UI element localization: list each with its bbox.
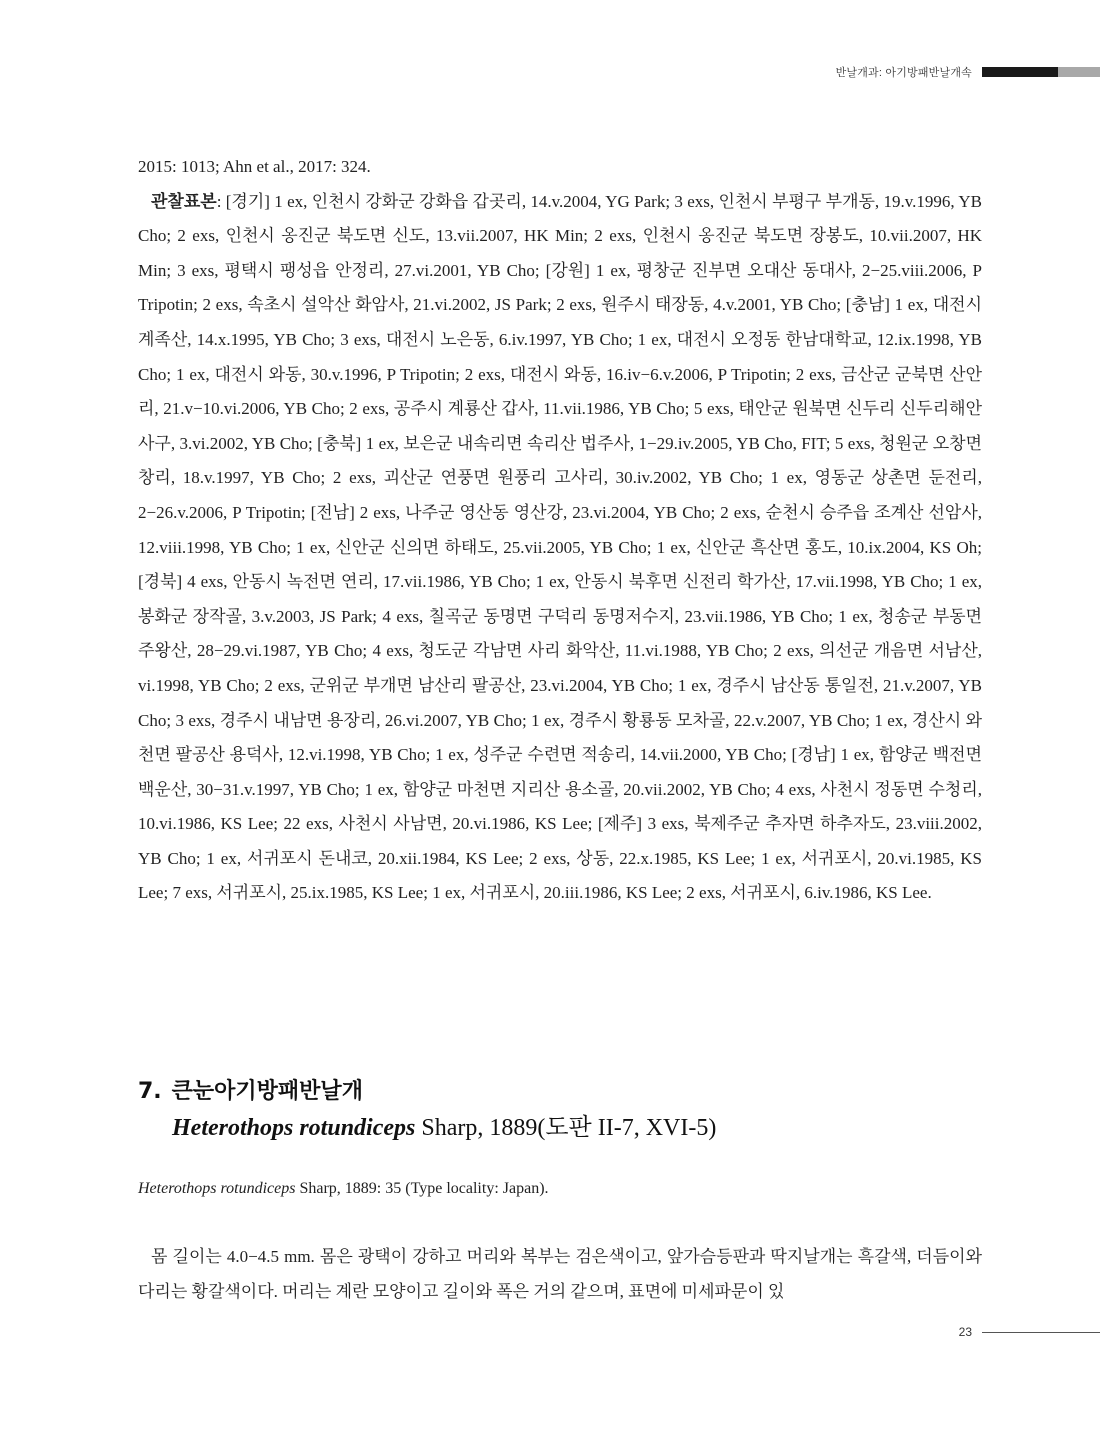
running-head bbox=[836, 64, 1100, 80]
page-footer bbox=[959, 1325, 1100, 1339]
species-korean-name: 큰눈아기방패반날개 bbox=[171, 1079, 363, 1104]
body-text bbox=[138, 150, 982, 911]
species-scientific-name: Heterothops rotundiceps bbox=[172, 1115, 416, 1141]
citation bbox=[138, 1180, 549, 1198]
citation-scientific-name: Heterothops rotundiceps bbox=[138, 1180, 296, 1197]
footer-rule bbox=[982, 1332, 1100, 1333]
specimens-text: : [경기] 1 ex, 인천시 강화군 강화읍 갑곳리, 14.v.2004, YG Park; 3 exs, 인천시 부평구 부개동, 19.v.1996, YB Cho; 2 exs, 인천시 옹진군 북도면 신도, 13.vii.2007, HK Min; 2 exs, 인천시 옹진군 북도면 장봉도, 10.vii.2007, HK Min; 3 exs, 평택시 팽성읍 안정리, 27.vi.2001, YB Cho; [강원] 1 ex, 평창군 진부면 오대산 동대사, 2−25.viii.2006, P Tripotin; 2 exs, 속초시 설악산 화암사, 21.vi.2002, JS Park; 2 exs, 원주시 태장동, 4.v.2001, YB Cho; [충남] 1 ex, 대전시 계족산, 14.x.1995, YB Cho; 3 exs, 대전시 노은동, 6.iv.1997, YB Cho; 1 ex, 대전시 오정동 한남대학교, 12.ix.1998, YB Cho; 1 ex, 대전시 와동, 30.v.1996, P Tripotin; 2 exs, 대전시 와동, 16.iv−6.v.2006, P Tripotin; 2 exs, 금산군 군북면 산안리, 21.v−10.vi.2006, YB Cho; 2 exs, 공주시 계룡산 갑사, 11.vii.1986, YB Cho; 5 exs, 태안군 원북면 신두리 신두리해안사구, 3.vi.2002, YB Cho; [충북] 1 ex, 보은군 내속리면 속리산 법주사, 1−29.iv.2005, YB Cho, FIT; 5 exs, 청원군 오창면 창리, 18.v.1997, YB Cho; 2 exs, 괴산군 연풍면 원풍리 고사리, 30.iv.2002, YB Cho; 1 ex, 영동군 상촌면 둔전리, 2−26.v.2006, P Tripotin; [전남] 2 exs, 나주군 영산동 영산강, 23.vi.2004, YB Cho; 2 exs, 순천시 승주읍 조계산 선암사, 12.viii.1998, YB Cho; 1 ex, 신안군 신의면 하태도, 25.vii.2005, YB Cho; 1 ex, 신안군 흑산면 홍도, 10.ix.2004, KS Oh; [경북] 4 exs, 안동시 녹전면 연리, 17.vii.1986, YB Cho; 1 ex, 안동시 북후면 신전리 학가산, 17.vii.1998, YB Cho; 1 ex, 봉화군 장작골, 3.v.2003, JS Park; 4 exs, 칠곡군 동명면 구덕리 동명저수지, 23.vii.1986, YB Cho; 1 ex, 청송군 부동면 주왕산, 28−29.vi.1987, YB Cho; 4 exs, 청도군 각남면 사리 화악산, 11.vi.1988, YB Cho; 2 exs, 의선군 개음면 서남산, vi.1998, YB Cho; 2 exs, 군위군 부개면 남산리 팔공산, 23.vi.2004, YB Cho; 1 ex, 경주시 남산동 통일전, 21.v.2007, YB Cho; 3 exs, 경주시 내남면 용장리, 26.vi.2007, YB Cho; 1 ex, 경주시 황룡동 모차골, 22.v.2007, YB Cho; 1 ex, 경산시 와천면 팔공산 용덕사, 12.vi.1998, YB Cho; 1 ex, 성주군 수련면 적송리, 14.vii.2000, YB Cho; [경남] 1 ex, 함양군 백전면 백운산, 30−31.v.1997, YB Cho; 1 ex, 함양군 마천면 지리산 용소골, 20.vii.2002, YB Cho; 4 exs, 사천시 정동면 수청리, 10.vi.1986, KS Lee; 22 exs, 사천시 사남면, 20.vi.1986, KS Lee; [제주] 3 exs, 북제주군 추자면 하추자도, 23.viii.2002, YB Cho; 1 ex, 서귀포시 돈내코, 20.xii.1984, KS Lee; 2 exs, 상동, 22.x.1985, KS Lee; 1 ex, 서귀포시, 20.vi.1985, KS Lee; 7 exs, 서귀포시, 25.ix.1985, KS Lee; 1 ex, 서귀포시, 20.iii.1986, KS Lee; 2 exs, 서귀포시, 6.iv.1986, KS Lee. bbox=[138, 191, 982, 903]
specimens-label: 관찰표본 bbox=[151, 191, 217, 211]
species-number: 7. bbox=[138, 1079, 162, 1104]
specimens-paragraph bbox=[138, 185, 982, 911]
description-text: 몸 길이는 4.0−4.5 mm. 몸은 광택이 강하고 머리와 복부는 검은색이고, 앞가슴등판과 딱지날개는 흑갈색, 더듬이와 다리는 황갈색이다. 머리는 계란 모양이고 길이와 폭은 거의 같으며, 표면에 미세파문이 있 bbox=[138, 1247, 982, 1301]
continuation-text: 2015: 1013; Ahn et al., 2017: 324. bbox=[138, 157, 371, 176]
species-heading bbox=[138, 1074, 363, 1105]
description bbox=[138, 1240, 982, 1309]
header-bar-gray bbox=[1058, 67, 1100, 77]
page-number: 23 bbox=[958, 1325, 972, 1339]
species-author: Sharp, 1889 bbox=[421, 1115, 538, 1141]
species-subheading bbox=[172, 1107, 716, 1142]
header-bar-dark bbox=[982, 67, 1058, 77]
citation-text: Sharp, 1889: 35 (Type locality: Japan). bbox=[299, 1180, 549, 1197]
species-plates: (도판 II-7, XVI-5) bbox=[537, 1115, 717, 1141]
running-head-text: 반날개과: 아기방패반날개속 bbox=[835, 67, 972, 79]
